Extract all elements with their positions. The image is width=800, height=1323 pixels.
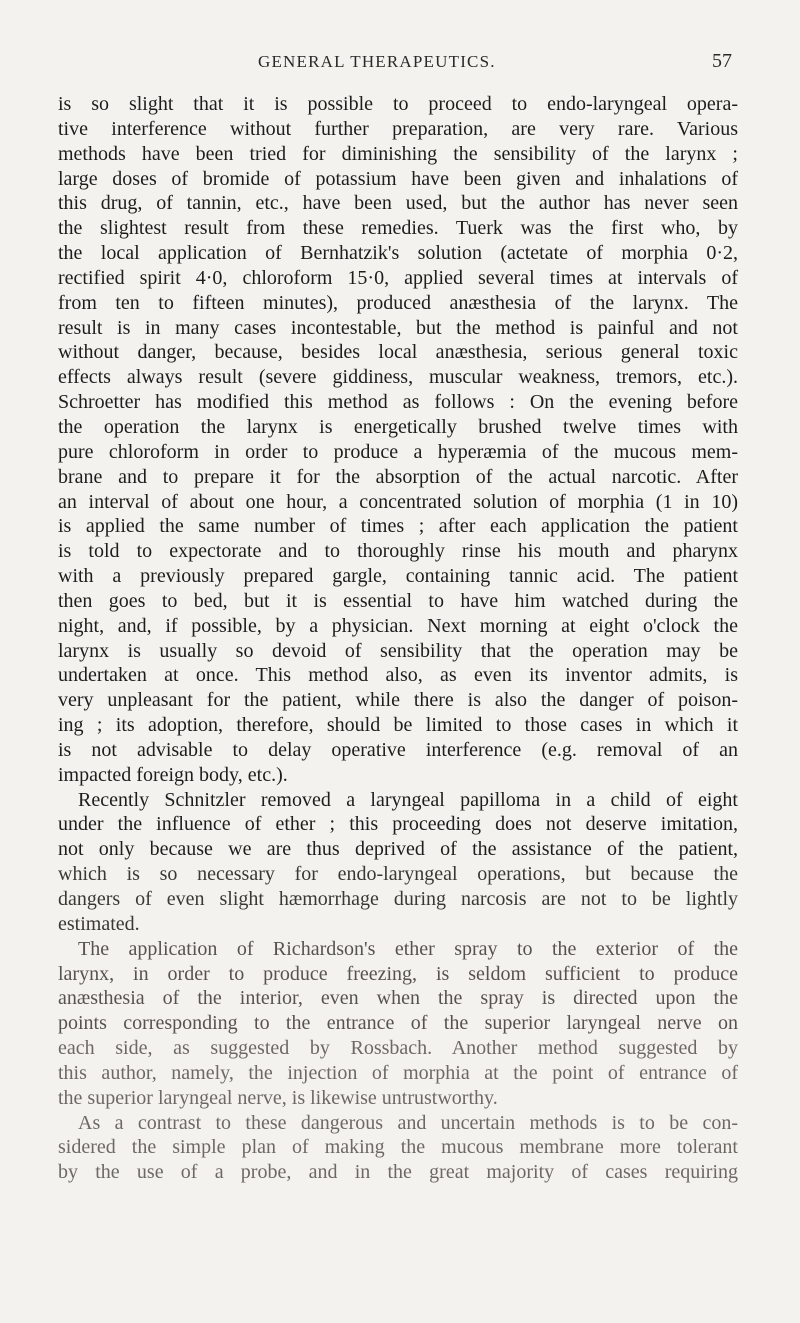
text-line: impacted foreign body, etc.).: [58, 763, 288, 786]
text-line: each side, as suggested by Rossbach. Another method suggested by: [58, 1037, 738, 1060]
text-line: by the use of a probe, and in the great majority of cases requiring: [58, 1161, 738, 1184]
text-line: dangers of even slight hæmorrhage during narcosis are not to be lightly: [58, 888, 738, 910]
text-line: estimated.: [58, 912, 140, 935]
text-line: an interval of about one hour, a concentrated solution of morphia (1 in 10): [58, 490, 738, 513]
paragraph-start-line: As a contrast to these dangerous and uncertain methods is to be con-: [78, 1111, 738, 1134]
text-line: this author, namely, the injection of morphia at the point of entrance of: [58, 1061, 738, 1084]
text-line: pure chloroform in order to produce a hyperæmia of the mucous mem-: [58, 440, 738, 463]
paragraph-start-line: The application of Richardson's ether spray to the exterior of the: [78, 937, 738, 960]
paragraph-start-line: Recently Schnitzler removed a laryngeal papilloma in a child of eight: [78, 788, 738, 811]
text-line: brane and to prepare it for the absorption of the actual narcotic. After: [58, 465, 738, 488]
text-line: rectified spirit 4·0, chloroform 15·0, applied several times at intervals of: [58, 266, 738, 289]
text-line: without danger, because, besides local anæsthesia, serious general toxic: [58, 341, 738, 364]
text-line: is applied the same number of times ; after each application the patient: [58, 515, 738, 538]
text-line: effects always result (severe giddiness, muscular weakness, tremors, etc.).: [58, 366, 738, 389]
text-line: very unpleasant for the patient, while there is also the danger of poison-: [58, 689, 738, 712]
text-line: from ten to fifteen minutes), produced anæsthesia of the larynx. The: [58, 291, 738, 314]
text-line: tive interference without further preparation, are very rare. Various: [58, 117, 738, 140]
text-line: is so slight that it is possible to proceed to endo-laryngeal opera-: [58, 93, 738, 115]
text-line: the operation the larynx is energetically brushed twelve times with: [58, 415, 738, 438]
text-line: Schroetter has modified this method as follows : On the evening before: [58, 391, 738, 414]
text-line: night, and, if possible, by a physician. Next morning at eight o'clock the: [58, 614, 738, 637]
text-line: methods have been tried for diminishing the sensibility of the larynx ;: [58, 142, 738, 165]
text-line: the superior laryngeal nerve, is likewise untrustworthy.: [58, 1086, 498, 1109]
text-line: undertaken at once. This method also, as even its inventor admits, is: [58, 664, 738, 687]
text-line: result is in many cases incontestable, but the method is painful and not: [58, 316, 738, 339]
text-line: anæsthesia of the interior, even when the spray is directed upon the: [58, 987, 738, 1010]
text-line: with a previously prepared gargle, containing tannic acid. The patient: [58, 565, 738, 588]
running-title: GENERAL THERAPEUTICS.: [258, 52, 496, 71]
text-line: this drug, of tannin, etc., have been used, but the author has never seen: [58, 192, 738, 215]
text-line: under the influence of ether ; this proceeding does not deserve imitation,: [58, 813, 738, 836]
page-number: 57: [712, 50, 732, 72]
text-line: which is so necessary for endo-laryngeal operations, but because the: [58, 863, 738, 886]
text-line: is told to expectorate and to thoroughly rinse his mouth and pharynx: [58, 540, 738, 563]
text-line: large doses of bromide of potassium have been given and inhalations of: [58, 167, 738, 190]
text-line: the local application of Bernhatzik's solution (actetate of morphia 0·2,: [58, 242, 738, 265]
text-line: is not advisable to delay operative interference (e.g. removal of an: [58, 738, 738, 761]
text-line: larynx is usually so devoid of sensibility that the operation may be: [58, 639, 738, 662]
text-line: then goes to bed, but it is essential to have him watched during the: [58, 589, 738, 612]
text-line: points corresponding to the entrance of the superior laryngeal nerve on: [58, 1012, 738, 1035]
text-line: sidered the simple plan of making the mucous membrane more tolerant: [58, 1136, 738, 1159]
text-line: not only because we are thus deprived of the assistance of the patient,: [58, 838, 738, 861]
running-header: [0, 52, 800, 78]
body-text: [58, 92, 738, 1185]
text-line: the slightest result from these remedies. Tuerk was the first who, by: [58, 217, 738, 240]
text-line: larynx, in order to produce freezing, is seldom sufficient to produce: [58, 962, 738, 985]
text-line: ing ; its adoption, therefore, should be limited to those cases in which it: [58, 714, 738, 737]
